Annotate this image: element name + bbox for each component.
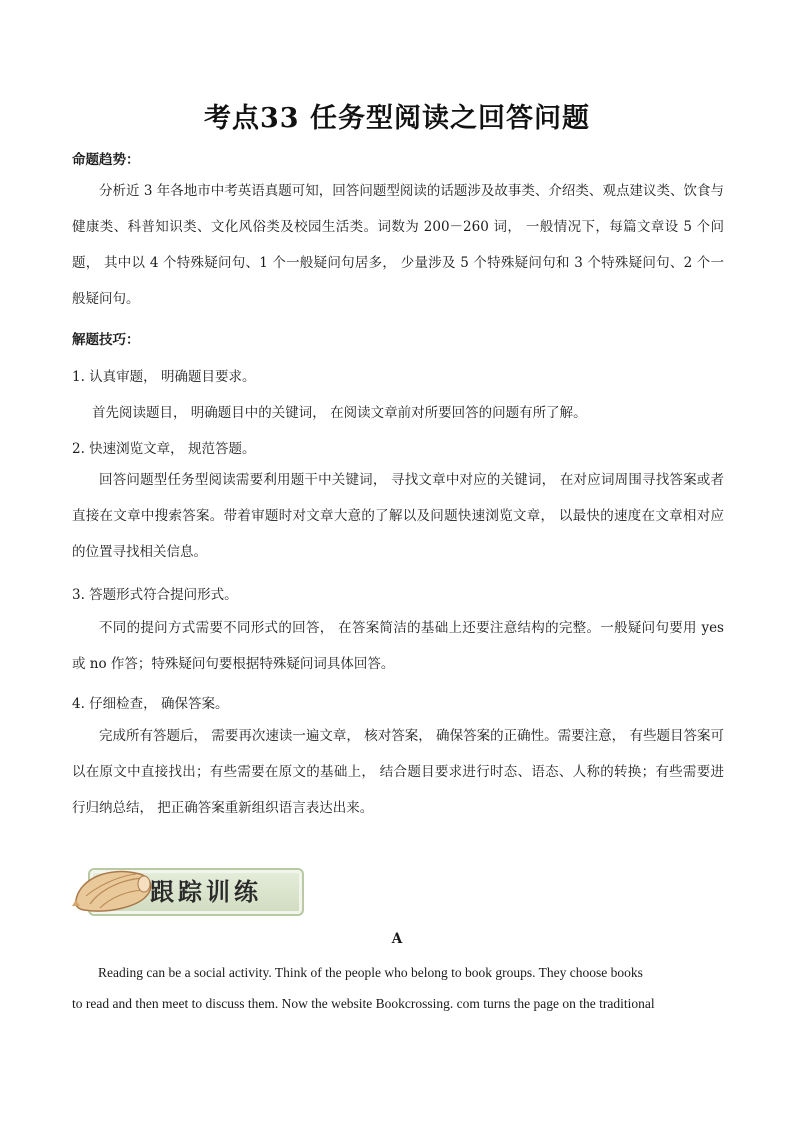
passage-line-1: Reading can be a social activity. Think of the people who belong to book groups. They choose books [98, 965, 643, 980]
conch-shell-icon [70, 860, 160, 920]
tips-heading: 解题技巧： [72, 332, 140, 348]
tip-1-title: 1. 认真审题， 明确题目要求。 [72, 369, 256, 385]
practice-banner [70, 860, 304, 920]
passage-line-2: to read and then meet to discuss them. Now the website Bookcrossing. com turns the page on the traditional [72, 996, 655, 1011]
trend-paragraph: 分析近 3 年各地市中考英语真题可知，回答问题型阅读的话题涉及故事类、介绍类、观点建议类、饮食与健康类、科普知识类、文化风俗类及校园生活类。词数为 200－260 词， 一般情况下，每篇文章设 5 个问题， 其中以 4 个特殊疑问句、1 个一般疑问句居多， 少量涉及 5 个特殊疑问句和 3 个特殊疑问句、2 个一般疑问句。 [72, 183, 724, 307]
tip-4-title: 4. 仔细检查， 确保答案。 [72, 696, 229, 712]
tip-2-title: 2. 快速浏览文章， 规范答题。 [72, 441, 256, 457]
tip-1-body: 首先阅读题目， 明确题目中的关键词， 在阅读文章前对所要回答的问题有所了解。 [92, 405, 587, 421]
trend-heading: 命题趋势： [72, 152, 140, 168]
tip-3-title: 3. 答题形式符合提问形式。 [72, 587, 238, 603]
tip-4-body: 完成所有答题后， 需要再次速读一遍文章， 核对答案， 确保答案的正确性。需要注意， 有些题目答案可以在原文中直接找出；有些需要在原文的基础上， 结合题目要求进行时态、语态、人称的转换；有些需要进行归纳总结， 把正确答案重新组织语言表达出来。 [72, 728, 724, 816]
page-title: 考点33 任务型阅读之回答问题 [204, 103, 590, 134]
tip-2-body: 回答问题型任务型阅读需要利用题干中关键词， 寻找文章中对应的关键词， 在对应词周围寻找答案或者直接在文章中搜索答案。带着审题时对文章大意的了解以及问题快速浏览文章， 以最快的速度在文章相对应的位置寻找相关信息。 [72, 472, 724, 560]
passage-letter: A [391, 931, 403, 947]
banner-title: 跟踪训练 [150, 877, 262, 906]
tip-3-body: 不同的提问方式需要不同形式的回答， 在答案简洁的基础上还要注意结构的完整。一般疑问句要用 yes 或 no 作答；特殊疑问句要根据特殊疑问词具体回答。 [72, 620, 724, 672]
